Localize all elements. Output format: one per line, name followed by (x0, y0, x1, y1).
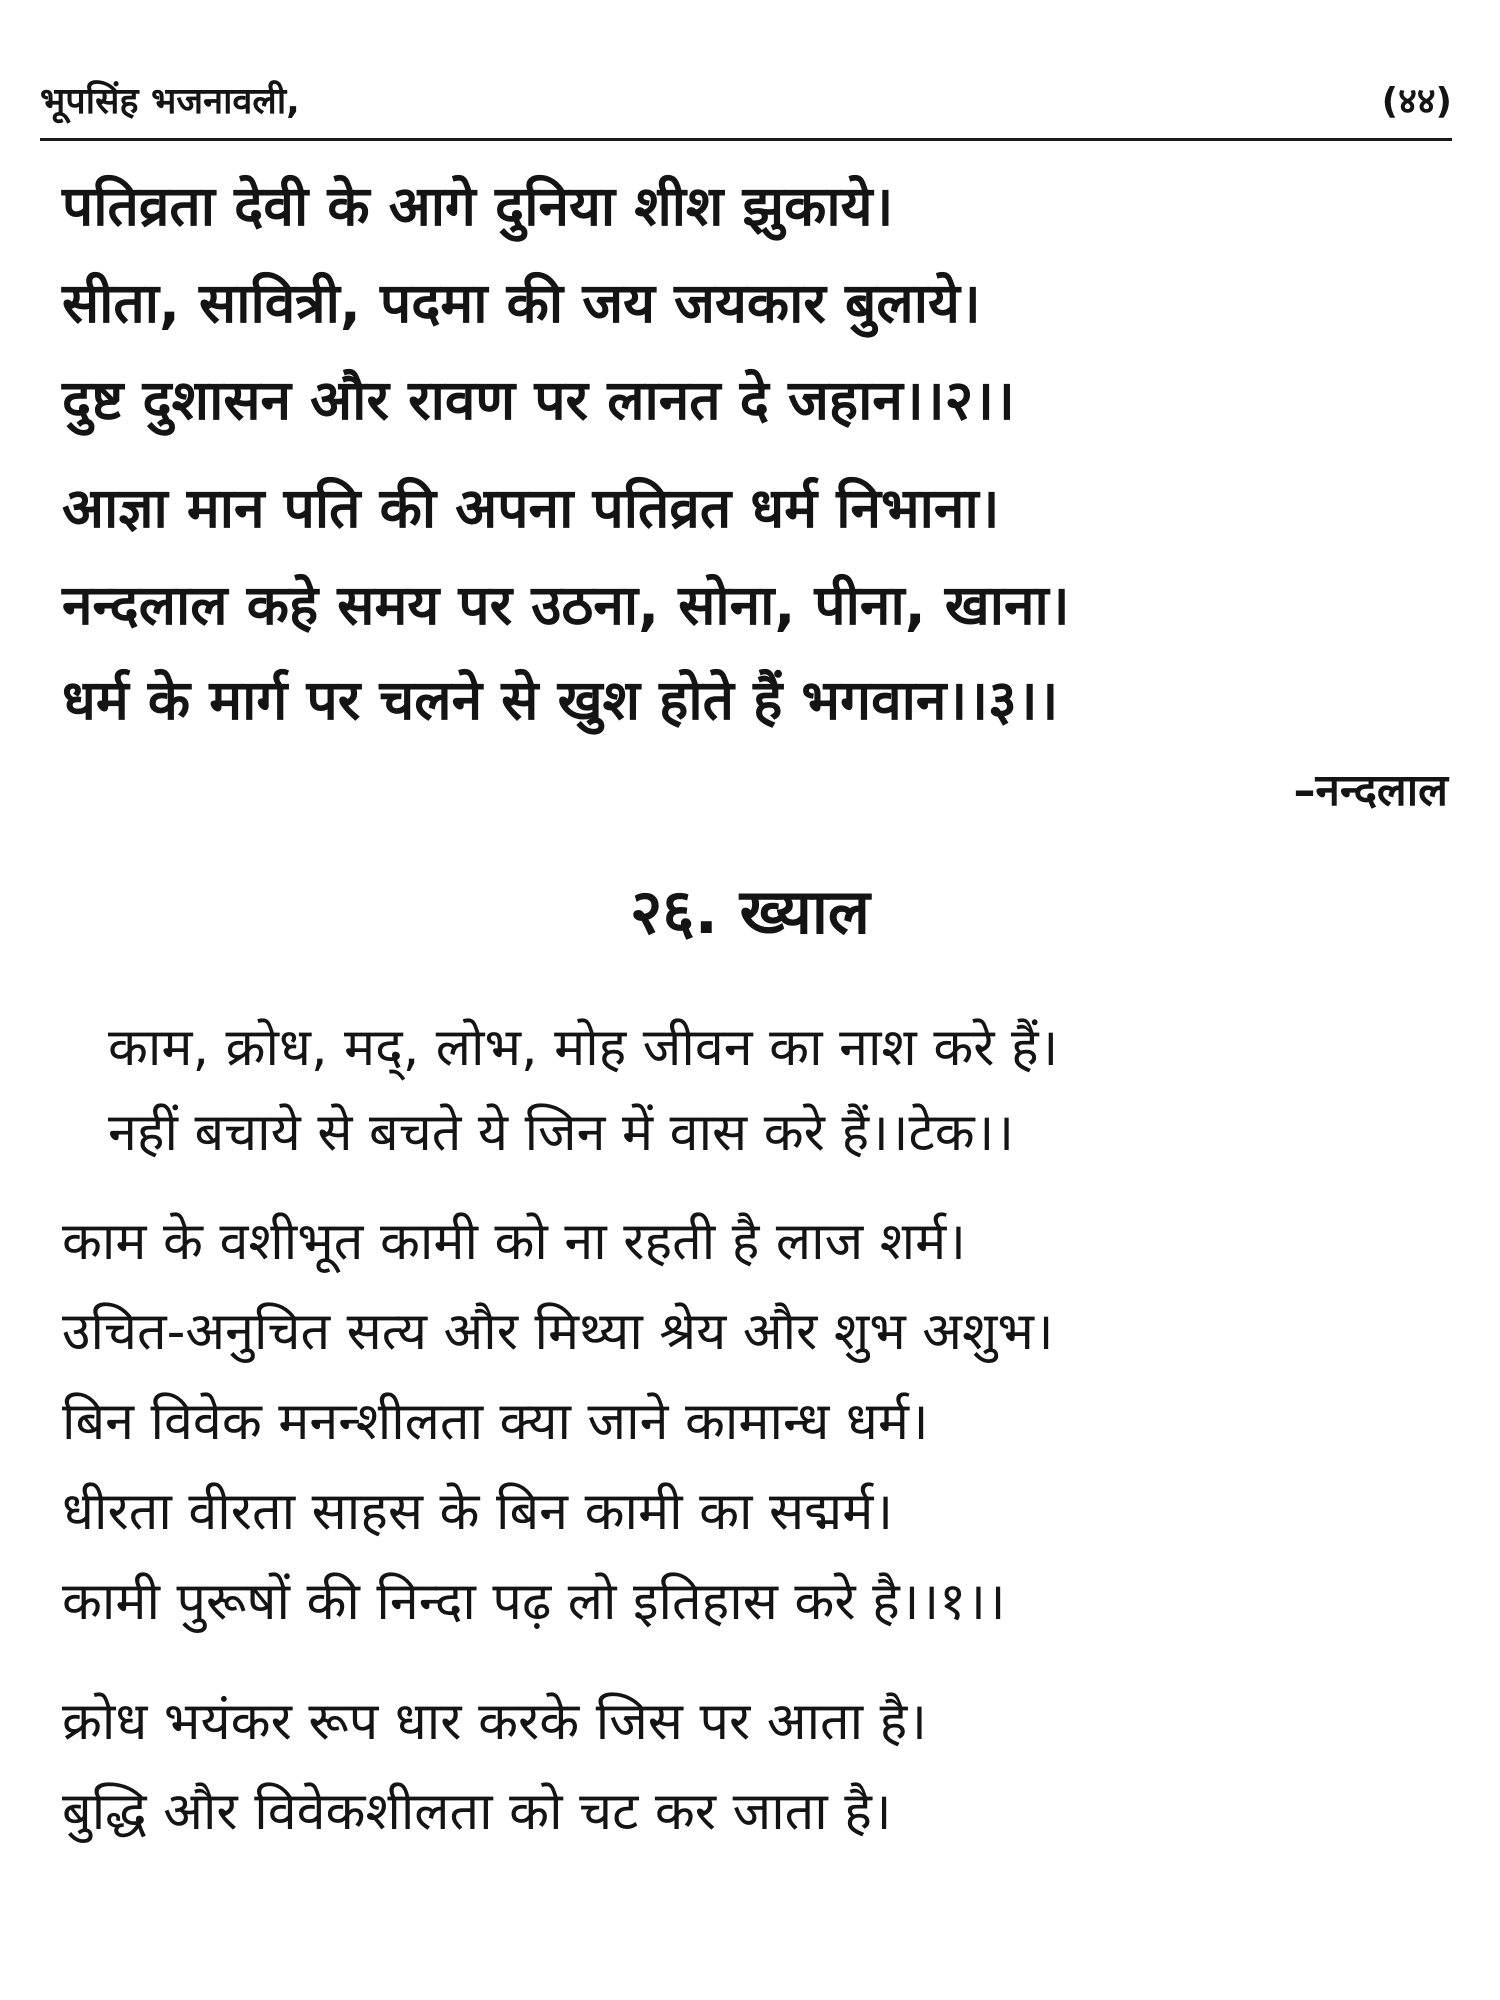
page-number: (४४) (1381, 81, 1452, 122)
verse-line: धीरता वीरता साहस के बिन कामी का सद्मर्म। (62, 1482, 894, 1542)
refrain-line: काम, क्रोध, मद्, लोभ, मोह जीवन का नाश करे हैं। (108, 1018, 1059, 1078)
verse-line: बिन विवेक मनन्शीलता क्या जाने कामान्ध धर्म। (62, 1392, 929, 1452)
verse-line: उचित-अनुचित सत्य और मिथ्या श्रेय और शुभ अशुभ। (62, 1302, 1054, 1362)
verse-line: बुद्धि और विवेकशीलता को चट कर जाता है। (62, 1782, 892, 1842)
running-header (40, 80, 1452, 141)
book-title: भूपसिंह भजनावली, (40, 81, 300, 122)
verse-line: काम के वशीभूत कामी को ना रहती है लाज शर्म। (62, 1212, 966, 1272)
section-heading: २६. ख्याल (630, 875, 870, 948)
verse-line: नन्दलाल कहे समय पर उठना, सोना, पीना, खाना। (62, 573, 1070, 637)
verse-line: पतिव्रता देवी के आगे दुनिया शीश झुकाये। (62, 174, 894, 238)
refrain-line: नहीं बचाये से बचते ये जिन में वास करे हैं।।टेक।। (108, 1103, 1015, 1163)
verse-line: क्रोध भयंकर रूप धार करके जिस पर आता है। (62, 1692, 927, 1752)
verse-line: सीता, सावित्री, पदमा की जय जयकार बुलाये। (62, 271, 981, 335)
verse-line: कामी पुरूषों की निन्दा पढ़ लो इतिहास करे है।।१।। (62, 1572, 1006, 1632)
verse-line: दुष्ट दुशासन और रावण पर लानत दे जहान।।२।। (62, 368, 1015, 432)
verse-line: धर्म के मार्ग पर चलने से खुश होते हैं भगवान।।३।। (62, 668, 1059, 732)
verse-line: आज्ञा मान पति की अपना पतिव्रत धर्म निभाना। (62, 476, 1000, 540)
author-attribution: –नन्दलाल (1293, 765, 1448, 816)
